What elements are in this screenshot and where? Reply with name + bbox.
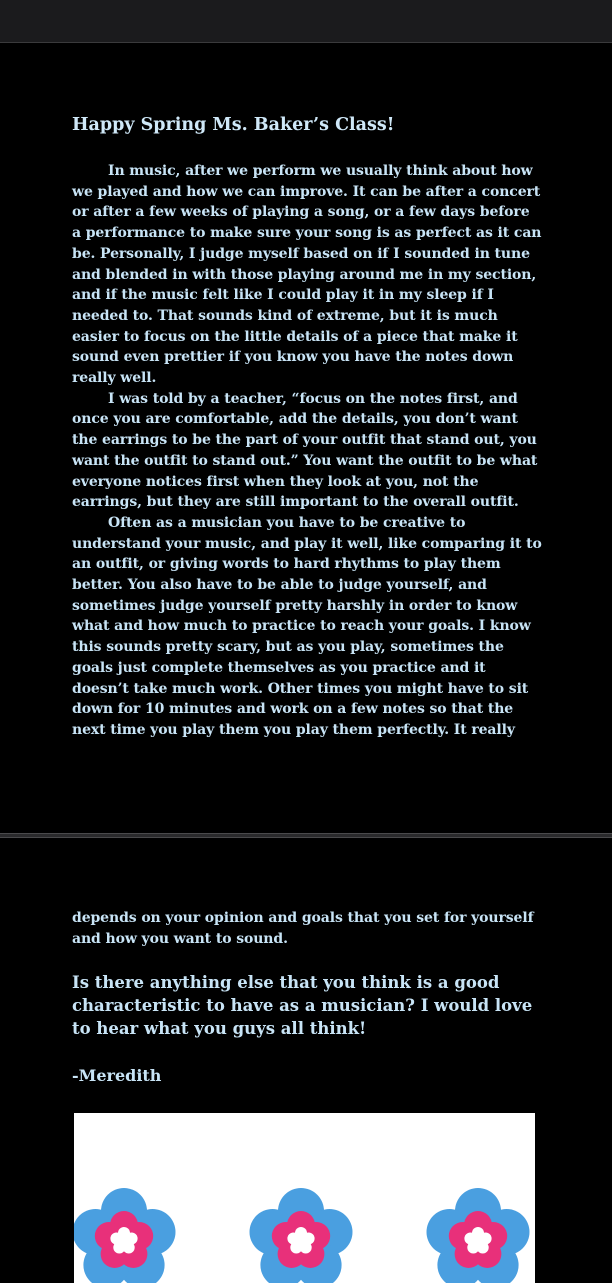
document-title: Happy Spring Ms. Baker’s Class!: [72, 115, 395, 135]
page-1-content: [72, 115, 542, 741]
paragraph-1: In music, after we perform we usually think about how we played and how we can improve. It can be after a concert or after a few weeks of playing a song, or a few days before a performance to make sure your song is as perfect as it can be. Personally, I judge myself based on if I sounded in tune and blended in with those playing around me in my section, and if the music felt like I could play it in my sleep if I needed to. That sounds kind of extreme, but it is much easier to focus on the little details of a piece that make it sound even prettier if you know you have the notes down really well.: [72, 163, 542, 387]
paragraph-3: Often as a musician you have to be creative to understand your music, and play it well, like comparing it to an outfit, or giving words to hard rhythms to play them better. You also have to be able to judge yourself, and sometimes judge yourself pretty harshly in order to know what and how much to practice to reach your goals. I know this sounds pretty scary, but as you play, sometimes the goals just complete themselves as you practice and it doesn’t take much work. Other times you might have to sit down for 10 minutes and work on a few notes so that the next time you play them you play them perfectly. It really: [72, 514, 542, 738]
signature: -Meredith: [72, 1066, 162, 1086]
viewer-toolbar: [0, 0, 612, 43]
flower-pattern-image: [74, 1113, 535, 1283]
question-text: Is there anything else that you think is a good characteristic to have as a musician? I would love to hear what you guys all think!: [72, 973, 533, 1039]
paragraph-continuation: depends on your opinion and goals that you set for yourself and how you want to sound.: [72, 910, 534, 947]
document-page-1: [0, 43, 612, 833]
paragraph-2: I was told by a teacher, “focus on the notes first, and once you are comfortable, add the details, you don’t want the earrings to be the part of your outfit that stand out, you want the outfit to stand out.” You want the outfit to be what everyone notices first when they look at you, not the earrings, but they are still important to the overall outfit.: [72, 390, 538, 511]
flower-pattern-icon: [74, 1113, 535, 1283]
document-page-2: [0, 838, 612, 1280]
page-2-content: [72, 908, 542, 1085]
